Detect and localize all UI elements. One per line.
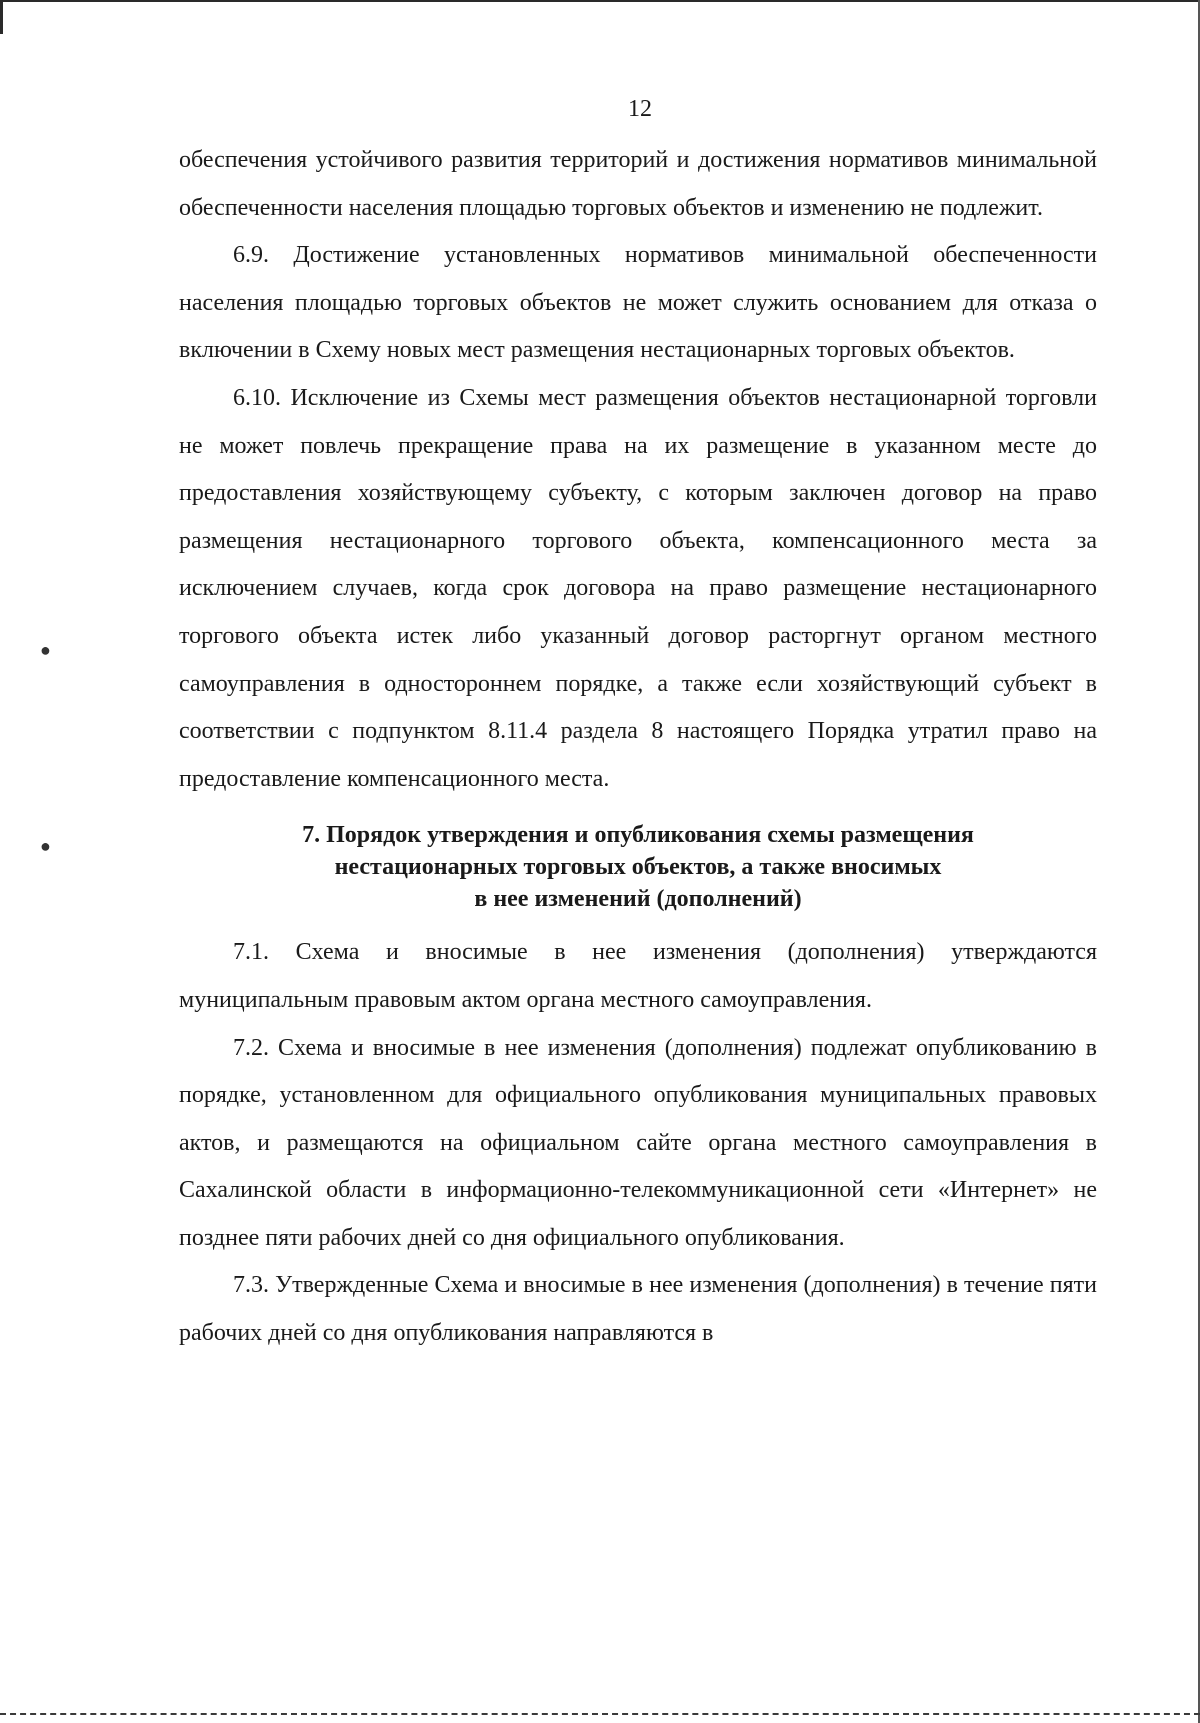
paragraph-6-10: 6.10. Исключение из Схемы мест размещения объектов нестационарной торговли не может повлечь прекращение права на их размещение в указанном месте до предоставления хозяйствующему субъекту, с которым заключен договор на право размещения нестационарного торгового объекта, компенсационного места за исключением случаев, когда срок договора на право размещение нестационарного торгового объекта истек либо указанный договор расторгнут органом местного самоуправления в одностороннем порядке, а также если хозяйствующий субъект в соответствии с подпунктом 8.11.4 раздела 8 настоящего Порядка утратил право на предоставление компенсационного места. (179, 384, 1097, 792)
page-edge-bottom (0, 1713, 1200, 1715)
paragraph-continuation: обеспечения устойчивого развития территорий и достижения нормативов минимальной обеспеченности населения площадью торговых объектов и изменению не подлежит. (179, 147, 1097, 221)
paragraph-7-3: 7.3. Утвержденные Схема и вносимые в нее изменения (дополнения) в течение пяти рабочих дней со дня опубликования направляются в (179, 1272, 1097, 1347)
scan-speck: ● (40, 640, 51, 660)
scan-speck: ● (40, 836, 51, 856)
page-number: 12 (628, 96, 652, 122)
section-heading-line: в нее изменений (дополнений) (474, 886, 802, 913)
section-heading-line: нестационарных торговых объектов, а также вносимых (334, 854, 942, 881)
paragraph-7-2: 7.2. Схема и вносимые в нее изменения (дополнения) подлежат опубликованию в порядке, установленном для официального опубликования муниципальных правовых актов, и размещаются на официальном сайте органа местного самоуправления в Сахалинской области в информационно-телекоммуникационной сети «Интернет» не позднее пяти рабочих дней со дня официального опубликования. (179, 1034, 1097, 1251)
section-heading-line: 7. Порядок утверждения и опубликования схемы размещения (302, 822, 974, 849)
section-7-heading (179, 819, 1097, 915)
page-edge-left (0, 0, 3, 34)
paragraph-6-9: 6.9. Достижение установленных нормативов минимальной обеспеченности населения площадью торговых объектов не может служить основанием для отказа о включении в Схему новых мест размещения нестационарных торговых объектов. (179, 242, 1097, 364)
paragraph-7-1: 7.1. Схема и вносимые в нее изменения (дополнения) утверждаются муниципальным правовым актом органа местного самоуправления. (179, 939, 1097, 1013)
page-edge-top (0, 0, 1200, 2)
document-body (179, 137, 1097, 1358)
